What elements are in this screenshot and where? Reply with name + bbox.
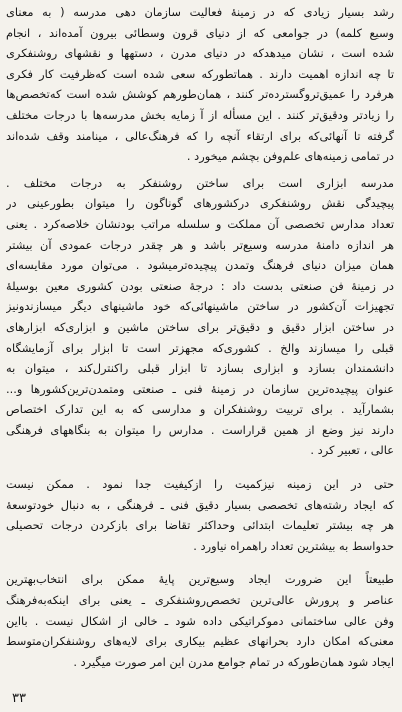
paragraph-1	[6, 2, 394, 167]
text-line: قبلی را میسازند والخ . کشوری‌که مجهزتر است تا ابزار برای آزمایشگاه	[6, 340, 394, 355]
text-line: هر اندازه دامنهٔ مدرسه وسیع‌تر باشد و هر چقدر درجات عمودی آن بیشتر	[6, 237, 394, 252]
text-line: مدرسه ابزاری است برای ساختن روشنفکر به درجات مختلف .	[6, 175, 394, 190]
text-line: معنی‌که امکان دارد بحرانهای عظیم بیکاری برای لایه‌های روشنفکران‌متوسط	[6, 634, 394, 649]
paragraph-4	[6, 569, 394, 672]
text-line: دانشمندان بسازد و ابزاری بسازد تا ابزار قبلی راکنترل‌کند ، میتوان به	[6, 361, 394, 376]
text-line: ایجاد شود همان‌طورکه در تمام جوامع مدرن این امر صورت میگیرد .	[73, 654, 394, 669]
text-line: وسیع کلمه) در جوامعی که از دنیای قرون وسطائی بیرون آمده‌اند ، انجام	[6, 25, 394, 40]
text-line: دارند نیز وضع از همین قراراست . مدارس را میتوان به بنگاههای فرهنگی	[6, 422, 394, 437]
text-line: طبیعتاً این ضرورت ایجاد وسیع‌ترین پایهٔ ممکن برای انتخاب‌بهترین	[6, 572, 394, 587]
text-line: تجهیزات آن‌کشور در ساختن ماشینهائی‌که خود ماشینهای دیگر میسازندونیز	[6, 299, 394, 314]
text-line: در زمینهٔ فن صنعتی بدست داد : درجهٔ صنعتی بودن کشوری معین بوسیلهٔ	[6, 278, 394, 293]
paragraph-3	[6, 474, 394, 556]
page-number: ۳۳	[12, 691, 26, 706]
text-line: پیچیدگی نقش روشنفکری درکشورهای گوناگون را میتوان بطورعینی در	[6, 196, 394, 211]
text-line: در تمامی زمینه‌های علم‌وفن بچشم میخورد .	[186, 149, 394, 164]
text-line: رشد بسیار زیادی که در زمینهٔ فعالیت سازمان دهی مدرسه ( به معنای	[6, 5, 394, 19]
text-line: تعداد مدارس تخصصی آن مملکت و سلسله مراتب بودنشان خلاصه‌کرد . یعنی	[6, 216, 394, 231]
text-line: گرفته تا آنهائی‌که برای ارتقاء آنچه‌ را که فرهنگ‌عالی ، مینامند وقف شده‌اند	[6, 128, 394, 143]
text-line: تا چه اندازه اهمیت دارند . هماتطورکه سعی شده است که‌ظرفیت کار فکری	[6, 66, 394, 81]
text-line: هرفرد را عمیق‌تروگسترده‌تر کنند ، همان‌طورهم کوشش شده است که‌تخصص‌ها	[6, 87, 394, 102]
text-line: حدواسط به بیشترین تعداد راهمراه نیاورد .	[193, 538, 394, 553]
text-line: همان میزان دنیای فرهنگ وتمدن پیچیده‌ترمیشود . می‌توان مورد مقایسه‌ای	[6, 258, 394, 273]
text-line: وفن عالی ساختمانی دموکراتیکی داده شود ـ خالی از اشکال نیست . بااین	[6, 613, 394, 628]
text-line: عناصر و پرورش عالی‌ترین تخصص‌روشنفکری ـ یعنی برای اینکه‌به‌فرهنگ	[6, 593, 394, 608]
paragraph-2	[6, 173, 394, 461]
text-line: حتی در این زمینه نیزکمیت را ازکیفیت جدا نمود . ممکن نیست	[6, 477, 394, 492]
text-line: را زیادتر ودقیق‌تر کنند . این مسأله از آ زمایه‌ بخش مدرسه‌ها با درجات مختلف	[6, 107, 394, 122]
text-line: شده است ، نشان میدهدکه در دنیای مدرن ، دستهها و نقشهای روشنفکری	[6, 46, 394, 61]
text-line: عنوان پیچیده‌ترین سازمان در زمینهٔ فنی ـ صنعتی ومتمدن‌ترین‌کشورها و...	[6, 381, 394, 396]
text-line: که ایجاد رشته‌های تخصصی بسیار دقیق فنی ـ فرهنگی ، به دنبال خودتوسعهٔ	[6, 497, 394, 512]
text-line: عالی ، تعبیر کرد .	[310, 443, 394, 458]
text-line: در ساختن ابزار دقیق و دقیق‌تر برای ساختن ماشین و ابزاری‌که ابزارهای	[6, 319, 394, 334]
text-line: بشمارآید . برای تربیت روشنفکران و مدارسی که به این تدارک اختصاص	[6, 402, 394, 417]
text-line: هر چه بیشتر تعلیمات ابتدائی وحداکثر تقاضا برای بازکردن درجات تحصیلی	[6, 518, 394, 533]
